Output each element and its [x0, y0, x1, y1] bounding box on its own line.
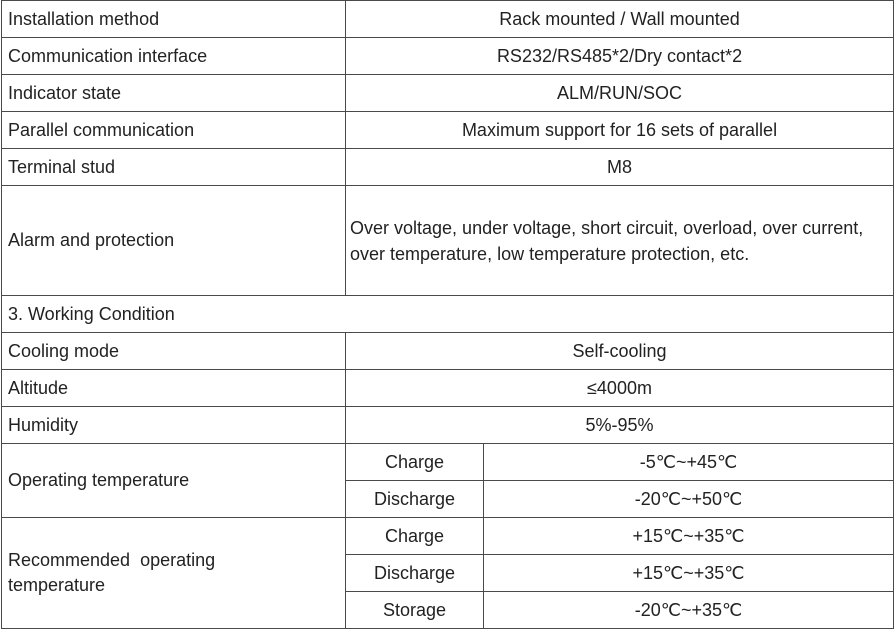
- table-row: [2, 370, 894, 407]
- table-row: [2, 38, 894, 75]
- operating-discharge-mode: Discharge: [346, 481, 484, 518]
- altitude-value: ≤4000m: [346, 370, 894, 407]
- section-heading: 3. Working Condition: [2, 296, 894, 333]
- table-row: [2, 112, 894, 149]
- table-row: [2, 1, 894, 38]
- terminal-stud-value: M8: [346, 149, 894, 186]
- recommended-charge-mode: Charge: [346, 518, 484, 555]
- alarm-protection-value: Over voltage, under voltage, short circuit, overload, over current, over temperature, low temperature protection, etc.: [346, 186, 894, 296]
- recommended-discharge-range: +15℃~+35℃: [484, 555, 894, 592]
- table-row: [2, 333, 894, 370]
- alarm-protection-label: Alarm and protection: [2, 186, 346, 296]
- recommended-storage-mode: Storage: [346, 592, 484, 629]
- communication-interface-value: RS232/RS485*2/Dry contact*2: [346, 38, 894, 75]
- spec-table: [1, 0, 894, 629]
- operating-charge-range: -5℃~+45℃: [484, 444, 894, 481]
- recommended-discharge-mode: Discharge: [346, 555, 484, 592]
- installation-method-label: Installation method: [2, 1, 346, 38]
- table-row: [2, 444, 894, 481]
- recommended-storage-range: -20℃~+35℃: [484, 592, 894, 629]
- recommended-label-line1: Recommended operating: [8, 550, 216, 570]
- table-row: [2, 149, 894, 186]
- humidity-value: 5%-95%: [346, 407, 894, 444]
- parallel-communication-value: Maximum support for 16 sets of parallel: [346, 112, 894, 149]
- operating-discharge-range: -20℃~+50℃: [484, 481, 894, 518]
- communication-interface-label: Communication interface: [2, 38, 346, 75]
- table-row: [2, 186, 894, 296]
- table-row: [2, 75, 894, 112]
- installation-method-value: Rack mounted / Wall mounted: [346, 1, 894, 38]
- indicator-state-label: Indicator state: [2, 75, 346, 112]
- cooling-mode-label: Cooling mode: [2, 333, 346, 370]
- parallel-communication-label: Parallel communication: [2, 112, 346, 149]
- table-row: [2, 518, 894, 555]
- recommended-label-line2: temperature: [8, 575, 106, 595]
- terminal-stud-label: Terminal stud: [2, 149, 346, 186]
- cooling-mode-value: Self-cooling: [346, 333, 894, 370]
- humidity-label: Humidity: [2, 407, 346, 444]
- recommended-temperature-label: [2, 518, 346, 629]
- recommended-charge-range: +15℃~+35℃: [484, 518, 894, 555]
- operating-charge-mode: Charge: [346, 444, 484, 481]
- altitude-label: Altitude: [2, 370, 346, 407]
- operating-temperature-label: Operating temperature: [2, 444, 346, 518]
- table-row: [2, 407, 894, 444]
- table-row: [2, 296, 894, 333]
- indicator-state-value: ALM/RUN/SOC: [346, 75, 894, 112]
